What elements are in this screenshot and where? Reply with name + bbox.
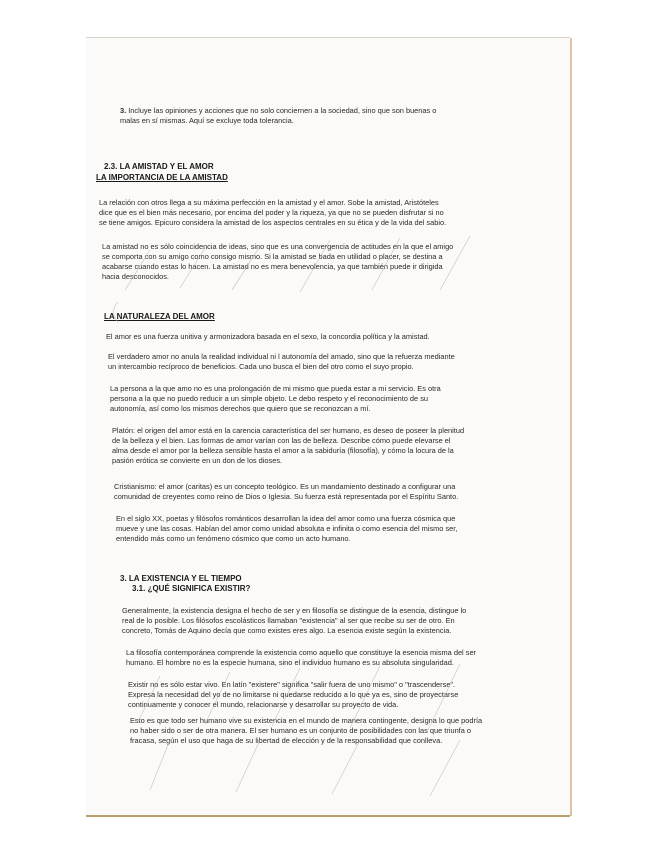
p7-line-2: comunidad de creyentes como reino de Dios o Iglesia. Su fuerza está representada por el Espíritu Santo. [114,492,459,501]
intro-number: 3. [120,106,127,115]
section-friendship-subtitle: LA IMPORTANCIA DE LA AMISTAD [96,173,228,182]
section-3-title: 3. LA EXISTENCIA Y EL TIEMPO [120,574,242,583]
sheet-bottom-edge [86,815,570,817]
p3-line-1: El amor es una fuerza unitiva y armonizadora basada en el sexo, la concordia política y la amistad. [106,332,430,341]
p12-line-1: Esto es que todo ser humano vive su existencia en el mundo de manera contingente, designa lo que podría [130,716,483,725]
p6-line-1: Platón: el origen del amor está en la carencia característica del ser humano, es deseo de poseer la plenitud [112,426,465,435]
p12-line-3: fracasa, según el uso que haga de su libertad de elección y de la responsabilidad que conlleva. [130,736,443,745]
p10-line-2: humano. El hombre no es la especie humana, sino el individuo humano es su absoluta singularidad. [126,658,454,667]
p5-line-1: La persona a la que amo no es una prolongación de mi mismo que pueda estar a mi servicio. Es otra [110,384,441,393]
p8-line-1: En el siglo XX, poetas y filósofos románticos desarrollan la idea del amor como una fuerza cósmica que [116,514,456,523]
section-love-title: LA NATURALEZA DEL AMOR [104,312,215,321]
p6-line-2: de la belleza y el bien. Las formas de amor varían con las de belleza. Describe cómo puede elevarse el [112,436,451,445]
p11-line-1: Existir no es sólo estar vivo. En latín "existere" significa "salir fuera de uno mismo" o "trascenderse". [128,680,456,689]
p9-line-2: real de lo posible. Los filósofos escolásticos llamaban "existencia" al ser que recibe su ser de otro. En [122,616,455,625]
intro-line-1: 3. Incluye las opiniones y acciones que no solo conciernen a la sociedad, sino que son buenas o [120,106,437,115]
p9-line-1: Generalmente, la existencia designa el hecho de ser y en filosofía se distingue de la esencia, distingue lo [122,606,467,615]
p6-line-4: pasión erótica se convierte en un don de los dioses. [112,456,283,465]
p4-line-1: El verdadero amor no anula la realidad individual ni l autonomía del amado, sino que la refuerza mediante [108,352,455,361]
p1-line-1: La relación con otros llega a su máxima perfección en la amistad y el amor. Sobe la amistad, Aristóteles [99,198,439,207]
p8-line-3: entendido más como un fenómeno cósmico que como un acto humano. [116,534,351,543]
p11-line-2: Expresa la necesidad del yo de no limitarse ni quedarse reducido a lo que ya es, sino de proyectarse [128,690,459,699]
p1-line-3: se tiene amigos. Epicuro considera la amistad de los aspectos centrales en su ética y de la vida del sabio. [99,218,447,227]
p2-line-3: acabarse cuando estas lo hacen. La amistad no es mera benevolencia, ya que también puede ir dirigida [102,262,443,271]
p12-line-2: no haber sido o ser de otra manera. El ser humano es un conjunto de posibilidades con las que triunfa o [130,726,472,735]
p5-line-3: autonomía, así como los mismos derechos que quiero que se reconozcan a mí. [110,404,371,413]
p9-line-3: concreto, Tomás de Aquino decía que como existes eres algo. La esencia existe según la existencia. [122,626,452,635]
section-3-1-title: 3.1. ¿QUÉ SIGNIFICA EXISTIR? [132,584,251,593]
p7-line-1: Cristianismo: el amor (caritas) es un concepto teológico. Es un mandamiento destinado a configurar una [114,482,456,491]
p8-line-2: mueve y une las cosas. Habían del amor como unidad absoluta e infinita o como esencia del mismo ser, [116,524,458,533]
p6-line-3: alma desde el amor por la belleza sensible hasta el amor a la sabiduría (filosofía), y cómo la locura de la [112,446,454,455]
p11-line-3: continuamente y conocer el mundo, relacionarse y desarrollar su proyecto de vida. [128,700,399,709]
p5-line-2: persona a la que no puedo reducir a un simple objeto. Le debo respeto y el reconocimiento de su [110,394,429,403]
p4-line-2: un intercambio recíproco de beneficios. Cada uno busca el bien del otro como el suyo propio. [108,362,414,371]
p2-line-2: se comporta con su amigo como consigo mismo. Si la amistad se bada en utilidad o placer, se destina a [102,252,443,261]
sheet-right-edge [570,38,572,816]
intro-line-2: malas en sí mismas. Aquí se excluye toda tolerancia. [120,116,294,125]
p2-line-4: hacia desconocidos. [102,272,169,281]
p2-line-1: La amistad no es sólo coincidencia de ideas, sino que es una convergencia de actitudes en la que el amigo [102,242,454,251]
p1-line-2: dice que es el bien más necesario, por encima del poder y la riqueza, ya que no se pueden disfrutar si no [99,208,444,217]
p10-line-1: La filosofía contemporánea comprende la existencia como aquello que constituye la esencia misma del ser [126,648,477,657]
section-2-3-title: 2.3. LA AMISTAD Y EL AMOR [104,162,214,171]
